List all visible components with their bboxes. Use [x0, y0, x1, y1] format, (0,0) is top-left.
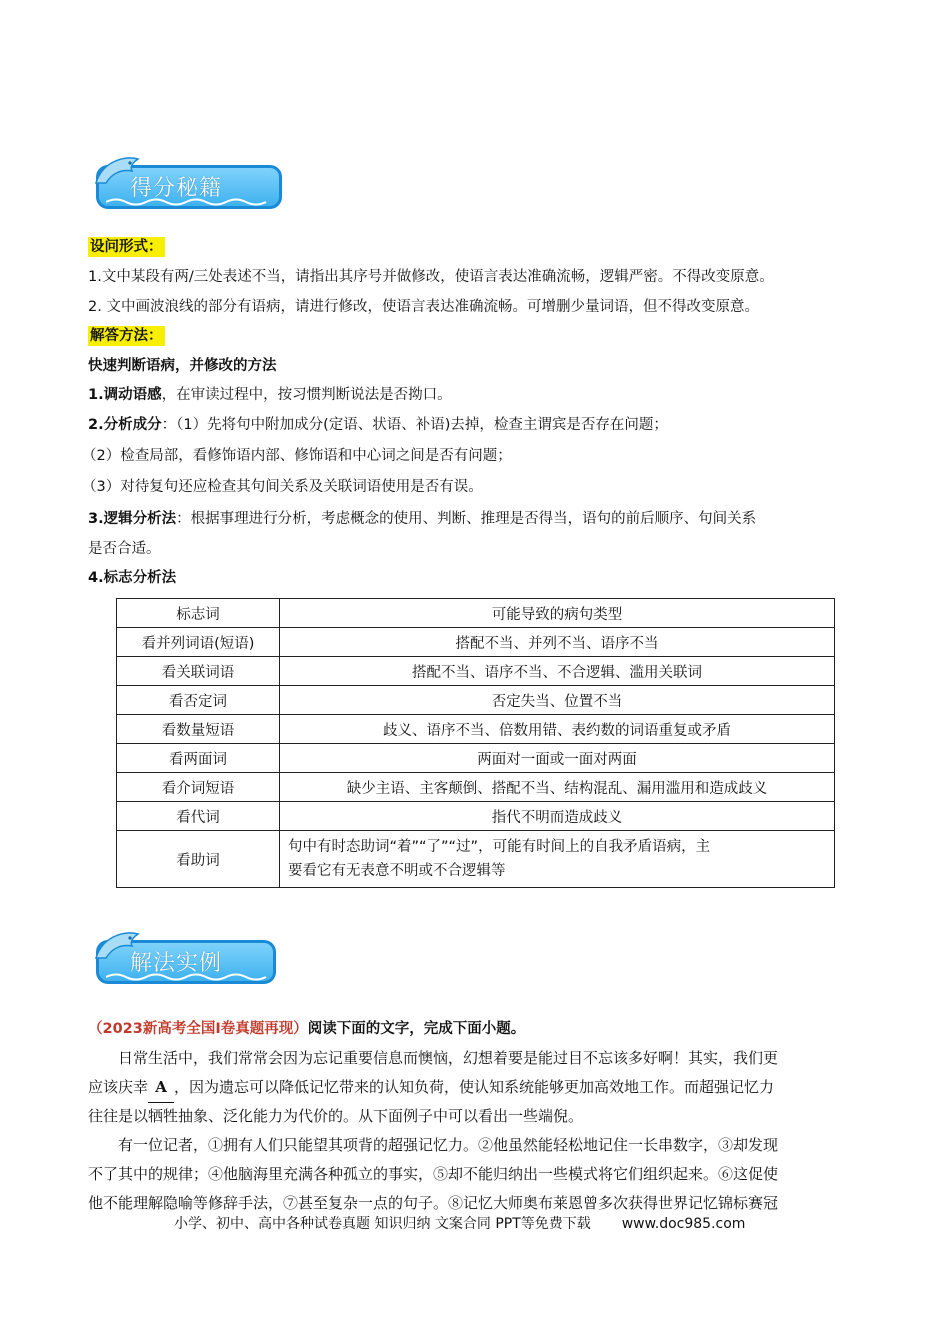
method-1: 1.调动语感，在审读过程中，按习惯判断说法是否拗口。 [88, 387, 452, 403]
table-cell: 两面对一面或一面对两面 [280, 744, 835, 773]
table-cell: 看助词 [117, 831, 280, 888]
table-header-cell: 标志词 [117, 599, 280, 628]
table-cell-line: 要看它有无表意不明或不合逻辑等 [288, 863, 506, 879]
table-cell [280, 831, 835, 888]
table-cell: 看关联词语 [117, 657, 280, 686]
question-form-item-2: 2. 文中画波浪线的部分有语病，请进行修改，使语言表达准确流畅。可增删少量词语，但不得改变原意。 [88, 299, 759, 315]
paragraph-2-line-1: 有一位记者，①拥有人们只能望其项背的超强记忆力。②他虽然能轻松地记住一长串数字，③却发现 [118, 1136, 779, 1154]
paragraph-1-line-1: 日常生活中，我们常常会因为忘记重要信息而懊恼，幻想着要是能过目不忘该多好啊！其实，我们更 [118, 1049, 779, 1067]
wave-decoration [106, 972, 270, 982]
answer-blank: A [148, 1073, 174, 1103]
indicator-table [116, 598, 835, 888]
method-4: 4.标志分析法 [88, 570, 177, 586]
table-cell: 缺少主语、主客颠倒、搭配不当、结构混乱、漏用滥用和造成歧义 [280, 773, 835, 802]
example-source: （2023新高考全国I卷真题再现） [88, 1021, 308, 1037]
table-cell-line: 句中有时态助词“着”“了”“过”，可能有时间上的自我矛盾语病，主 [288, 839, 711, 855]
paragraph-2-line-3: 他不能理解隐喻等修辞手法，⑦甚至复杂一点的句子。⑧记忆大师奥布莱恩曾多次获得世界记忆锦标赛冠 [88, 1194, 779, 1212]
table-row [117, 802, 835, 831]
table-cell: 看代词 [117, 802, 280, 831]
table-row [117, 773, 835, 802]
paragraph-1-line-2: 应该庆幸 A ，因为遗忘可以降低记忆带来的认知负荷，使认知系统能够更加高效地工作。而超强记忆力 [88, 1073, 860, 1103]
question-form-item-1: 1.文中某段有两/三处表述不当，请指出其序号并做修改，使语言表达准确流畅，逻辑严密。不得改变原意。 [88, 269, 774, 285]
example-heading [88, 1019, 525, 1039]
method-2: 2.分析成分：（1）先将句中附加成分(定语、状语、补语)去掉，检查主谓宾是否存在问题； [88, 417, 668, 433]
page-footer [174, 1213, 745, 1233]
method-3: 3.逻辑分析法：根据事理进行分析，考虑概念的使用、判断、推理是否得当，语句的前后顺序、句间关系 [88, 511, 757, 527]
method-3-cont: 是否合适。 [88, 541, 161, 557]
table-cell: 否定失当、位置不当 [280, 686, 835, 715]
table-cell: 搭配不当、并列不当、语序不当 [280, 628, 835, 657]
table-row [117, 744, 835, 773]
paragraph-2-line-2: 不了其中的规律；④他脑海里充满各种孤立的事实，⑤却不能归纳出一些模式将它们组织起来。⑥这促使 [88, 1165, 779, 1183]
table-cell: 看介词短语 [117, 773, 280, 802]
table-cell: 搭配不当、语序不当、不合逻辑、滥用关联词 [280, 657, 835, 686]
footer-text: 小学、初中、高中各种试卷真题 知识归纳 文案合同 PPT等免费下载 [174, 1216, 591, 1232]
method-title: 快速判断语病，并修改的方法 [88, 358, 277, 374]
table-cell: 看否定词 [117, 686, 280, 715]
method-2-b: （2）检查局部，看修饰语内部、修饰语和中心词之间是否有问题； [82, 448, 512, 464]
paragraph-1-line-3: 往往是以牺牲抽象、泛化能力为代价的。从下面例子中可以看出一些端倪。 [88, 1107, 584, 1125]
question-form-label: 设问形式： [90, 239, 163, 255]
example-instruction: 阅读下面的文字，完成下面小题。 [307, 1021, 526, 1037]
table-row [117, 715, 835, 744]
method-2-c: （3）对待复句还应检查其句间关系及关联词语使用是否有误。 [82, 479, 483, 495]
table-row [117, 657, 835, 686]
footer-url[interactable]: www.doc985.com [621, 1216, 746, 1232]
table-cell: 看并列词语(短语) [117, 628, 280, 657]
method-label: 解答方法： [90, 328, 163, 344]
table-row [117, 686, 835, 715]
table-header-cell: 可能导致的病句类型 [280, 599, 835, 628]
badge-title: 得分秘籍 [130, 176, 223, 201]
solution-example-badge [92, 928, 278, 986]
table-header-row [117, 599, 835, 628]
table-cell: 看两面词 [117, 744, 280, 773]
wave-decoration [106, 197, 276, 207]
table-row [117, 831, 835, 888]
score-secrets-badge [92, 153, 284, 211]
table-cell: 歧义、语序不当、倍数用错、表约数的词语重复或矛盾 [280, 715, 835, 744]
table-row [117, 628, 835, 657]
table-cell: 指代不明而造成歧义 [280, 802, 835, 831]
table-cell: 看数量短语 [117, 715, 280, 744]
badge-title: 解法实例 [130, 951, 223, 976]
